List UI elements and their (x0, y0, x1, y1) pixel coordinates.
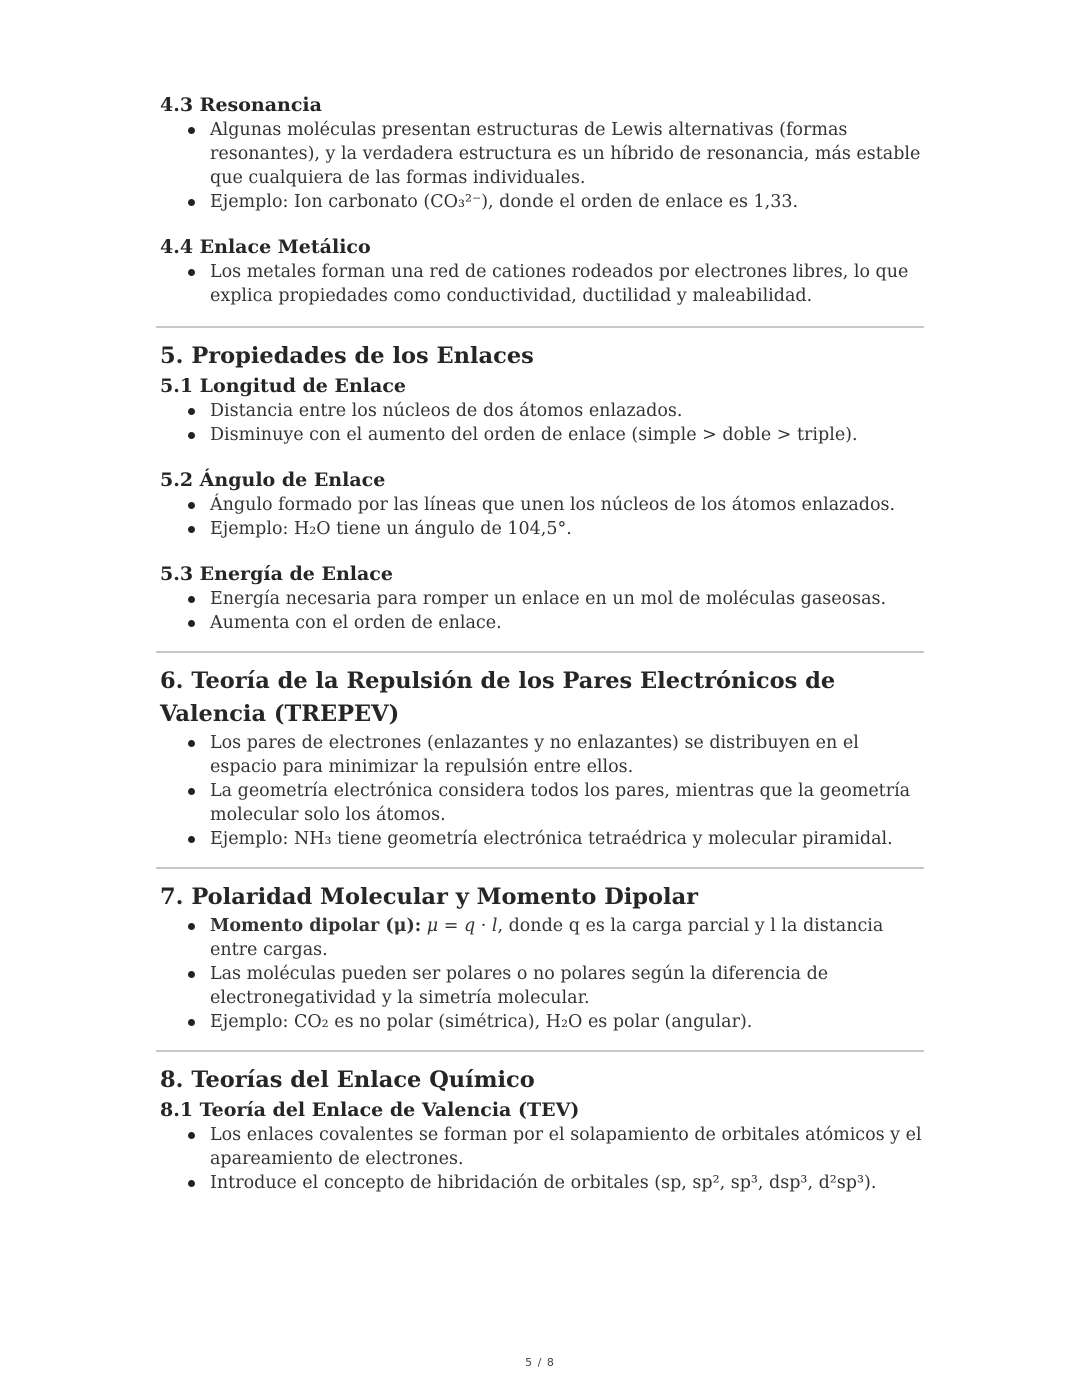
document-page (160, 92, 924, 1195)
page-number: 5 / 8 (525, 1356, 555, 1369)
list-item: Introduce el concepto de hibridación de orbitales (sp, sp², sp³, dsp³, d²sp³). (210, 1171, 924, 1195)
heading-8-1: 8.1 Teoría del Enlace de Valencia (TEV) (160, 1099, 580, 1121)
list-item: Ejemplo: H₂O tiene un ángulo de 104,5°. (210, 517, 924, 541)
list-item: Distancia entre los núcleos de dos átomos enlazados. (210, 399, 924, 423)
heading-5-3: 5.3 Energía de Enlace (160, 563, 393, 585)
list-4-3 (160, 118, 924, 214)
divider (156, 651, 924, 653)
list-item: Los pares de electrones (enlazantes y no enlazantes) se distribuyen en el espacio para minimizar la repulsión entre ellos. (210, 731, 924, 779)
dipole-description: , donde q es la carga parcial y l la distancia entre cargas. (210, 916, 884, 960)
heading-6: 6. Teoría de la Repulsión de los Pares Electrónicos de Valencia (TREPEV) (160, 668, 836, 727)
list-item: Aumenta con el orden de enlace. (210, 611, 924, 635)
list-item: Ejemplo: CO₂ es no polar (simétrica), H₂O es polar (angular). (210, 1010, 924, 1034)
list-item: Algunas moléculas presentan estructuras de Lewis alternativas (formas resonantes), y la verdadera estructura es un híbrido de resonancia, más estable que cualquiera de las formas individuales. (210, 118, 924, 190)
list-5-3 (160, 587, 924, 635)
list-item: Los metales forman una red de cationes rodeados por electrones libres, lo que explica propiedades como conductividad, ductilidad y maleabilidad. (210, 260, 924, 308)
heading-7: 7. Polaridad Molecular y Momento Dipolar (160, 884, 699, 910)
heading-4-4: 4.4 Enlace Metálico (160, 236, 371, 258)
heading-8: 8. Teorías del Enlace Químico (160, 1067, 535, 1093)
dipole-formula: μ = q · l (426, 916, 498, 936)
list-8-1 (160, 1123, 924, 1195)
list-item: Las moléculas pueden ser polares o no polares según la diferencia de electronegatividad y la simetría molecular. (210, 962, 924, 1010)
divider (156, 1050, 924, 1052)
list-item-dipole (210, 914, 924, 962)
list-item: La geometría electrónica considera todos los pares, mientras que la geometría molecular solo los átomos. (210, 779, 924, 827)
list-item: Disminuye con el aumento del orden de enlace (simple > doble > triple). (210, 423, 924, 447)
list-item: Los enlaces covalentes se forman por el solapamiento de orbitales atómicos y el apareamiento de electrones. (210, 1123, 924, 1171)
list-5-2 (160, 493, 924, 541)
heading-5: 5. Propiedades de los Enlaces (160, 343, 534, 369)
heading-4-3: 4.3 Resonancia (160, 94, 322, 116)
list-6 (160, 731, 924, 851)
list-7 (160, 914, 924, 1034)
list-item: Ejemplo: Ion carbonato (CO₃²⁻), donde el orden de enlace es 1,33. (210, 190, 924, 214)
heading-5-1: 5.1 Longitud de Enlace (160, 375, 406, 397)
list-5-1 (160, 399, 924, 447)
list-item: Energía necesaria para romper un enlace en un mol de moléculas gaseosas. (210, 587, 924, 611)
heading-5-2: 5.2 Ángulo de Enlace (160, 469, 386, 491)
list-4-4 (160, 260, 924, 308)
dipole-label: Momento dipolar (μ): (210, 916, 422, 936)
divider (156, 326, 924, 328)
list-item: Ejemplo: NH₃ tiene geometría electrónica tetraédrica y molecular piramidal. (210, 827, 924, 851)
divider (156, 867, 924, 869)
list-item: Ángulo formado por las líneas que unen los núcleos de los átomos enlazados. (210, 493, 924, 517)
